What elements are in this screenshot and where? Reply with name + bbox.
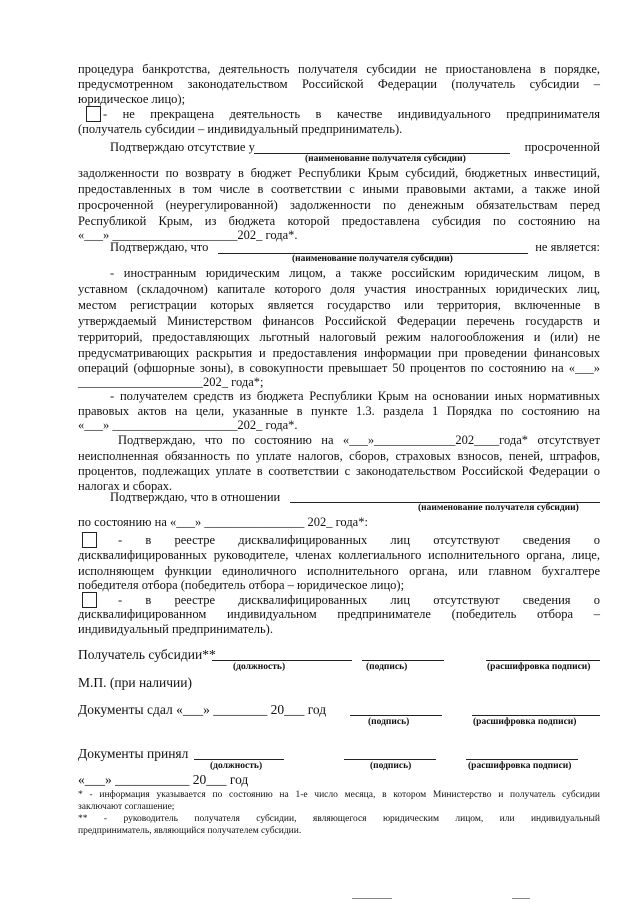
recipient-position-field[interactable] [212,660,352,661]
p4-line2: неисполненная обязанность по уплате налогов, сборов, страховых взносов, пеней, штрафов, [78,449,600,463]
p5-line6: победителя отбора (победитель отбора – юридическое лицо); [78,578,405,592]
p3-line1-end: не является: [535,240,600,254]
accepted-date: «___» ___________ 20___ год [78,772,249,787]
p5-line9: индивидуальный предприниматель). [78,622,273,636]
handed-decoding-field[interactable] [472,715,600,716]
caption-recipient-name-3: (наименование получателя субсидии) [418,503,579,513]
p3-line7: предусматривающих раскрытия и предоставления информации при проведении финансовых [78,346,600,360]
footnote-1a: * - информация указывается по состоянию на 1-е число месяца, в котором Министерство и получатель субсидии [78,790,600,800]
caption-position-2: (должность) [210,761,263,771]
p3-line11: правовых актов на цели, указанные в пункте 1.3. раздела 1 Порядка по состоянию на [78,404,600,418]
p3-line12: «___» ____________________202_ года*. [78,418,298,432]
caption-decoding-3: (расшифровка подписи) [468,761,572,771]
p3-line5: утверждаемый Министерством финансов Российской Федерации перечень государств и [78,314,600,328]
p3-line4: местом регистрации которых является государство или территория, включенные в [78,298,600,312]
p1-line1: процедура банкротства, деятельность получателя субсидии не приостановлена в порядке, [78,62,600,76]
p2-line2: задолженности по возврату в бюджет Республики Крым субсидий, бюджетных инвестиций, [78,166,600,180]
p4-line1: Подтверждаю, что по состоянию на «___»_____________202____года* отсутствует [118,433,600,447]
accepted-decoding-field[interactable] [466,759,578,760]
accepted-label: Документы принял [78,746,189,761]
p2-line1-end: просроченной [524,140,600,154]
handed-signature-field[interactable] [350,715,442,716]
handed-line: Документы сдал «___» ________ 20___ год [78,702,327,717]
caption-signature-1: (подпись) [366,662,408,672]
p5-line3: - в реестре дисквалифицированных лиц отсутствуют сведения о [118,533,600,547]
p3-line6: территорий, предоставляющих льготный налоговый режим налогообложения и (или) не [78,330,600,344]
recipient-signature-field[interactable] [362,660,444,661]
stamp-label: М.П. (при наличии) [78,675,192,690]
p5-line7: - в реестре дисквалифицированных лиц отсутствуют сведения о [118,593,600,607]
p1-line2: предусмотренном законодательством Российской Федерации (получатель субсидии – [78,77,600,91]
accepted-position-field[interactable] [194,759,284,760]
p5-line1: Подтверждаю, что в отношении [110,490,281,504]
checkbox-entrepreneur[interactable] [82,592,97,608]
recipient-label: Получатель субсидии** [78,647,216,662]
p4-line4: налогах и сборах. [78,479,173,493]
p2-line4: просроченной (неурегулированной) задолженности по денежным обязательствам перед [78,198,600,212]
caption-position-1: (должность) [233,662,286,672]
p3-line10: - получателем средств из бюджета Республики Крым на основании иных нормативных [110,389,600,403]
p3-line9: ____________________202_ года*; [78,375,264,389]
p4-line3: процентов, подлежащих уплате в соответствии с законодательством Российской Федерации о [78,464,600,478]
p3-line2: - иностранным юридическим лицом, а также российским юридическим лицом, в [110,266,600,280]
p1-line4: - не прекращена деятельность в качестве индивидуального предпринимателя [103,107,600,121]
p3-line8: операций (офшорные зоны), в совокупности превышает 50 процентов по состоянию на «___» [78,361,600,375]
caption-decoding-1: (расшифровка подписи) [487,662,591,672]
caption-recipient-name-2: (наименование получателя субсидии) [292,254,453,264]
p5-line5: исполняющем функции единоличного исполнительного органа, или главном бухгалтере [78,564,600,578]
scan-artifact [512,898,530,899]
p5-line8: дисквалифицированном индивидуальном предпринимателе (победитель отбора – [78,607,600,621]
caption-recipient-name-1: (наименование получателя субсидии) [305,154,466,164]
p2-line1-start: Подтверждаю отсутствие у [110,140,255,154]
scan-artifact [352,898,392,899]
p5-line4: дисквалифицированных руководителе, членах коллегиального исполнительного органа, лице, [78,548,600,562]
p2-line5: Республикой Крым, из бюджета которой предоставлена субсидия по состоянию на [78,214,600,228]
checkbox-legal-entity[interactable] [82,532,97,548]
p2-line3: предоставленных в том числе в соответствии с иными правовыми актами, а также иной [78,182,600,196]
p3-line1-start: Подтверждаю, что [110,240,209,254]
footnote-1b: заключают соглашение; [78,802,175,812]
caption-decoding-2: (расшифровка подписи) [473,717,577,727]
p1-line5: (получатель субсидии – индивидуальный предприниматель). [78,122,403,136]
p3-line3: уставном (складочном) капитале которого доля участия иностранных юридических лиц, [78,282,600,296]
accepted-signature-field[interactable] [344,759,436,760]
p1-line3: юридическое лицо); [78,92,186,106]
caption-signature-2: (подпись) [368,717,410,727]
recipient-decoding-field[interactable] [486,660,600,661]
checkbox-individual-entrepreneur[interactable] [86,106,101,122]
p2-line6: «___» ____________________202_ года*. [78,228,298,242]
footnote-2a: ** - руководитель получателя субсидии, являющегося юридическим лицом, или индивидуальный [78,814,600,824]
p5-line2: по состоянию на «___» ________________ 202_ года*: [78,515,368,529]
footnote-2b: предприниматель, являющийся получателем субсидии. [78,826,302,836]
caption-signature-3: (подпись) [370,761,412,771]
